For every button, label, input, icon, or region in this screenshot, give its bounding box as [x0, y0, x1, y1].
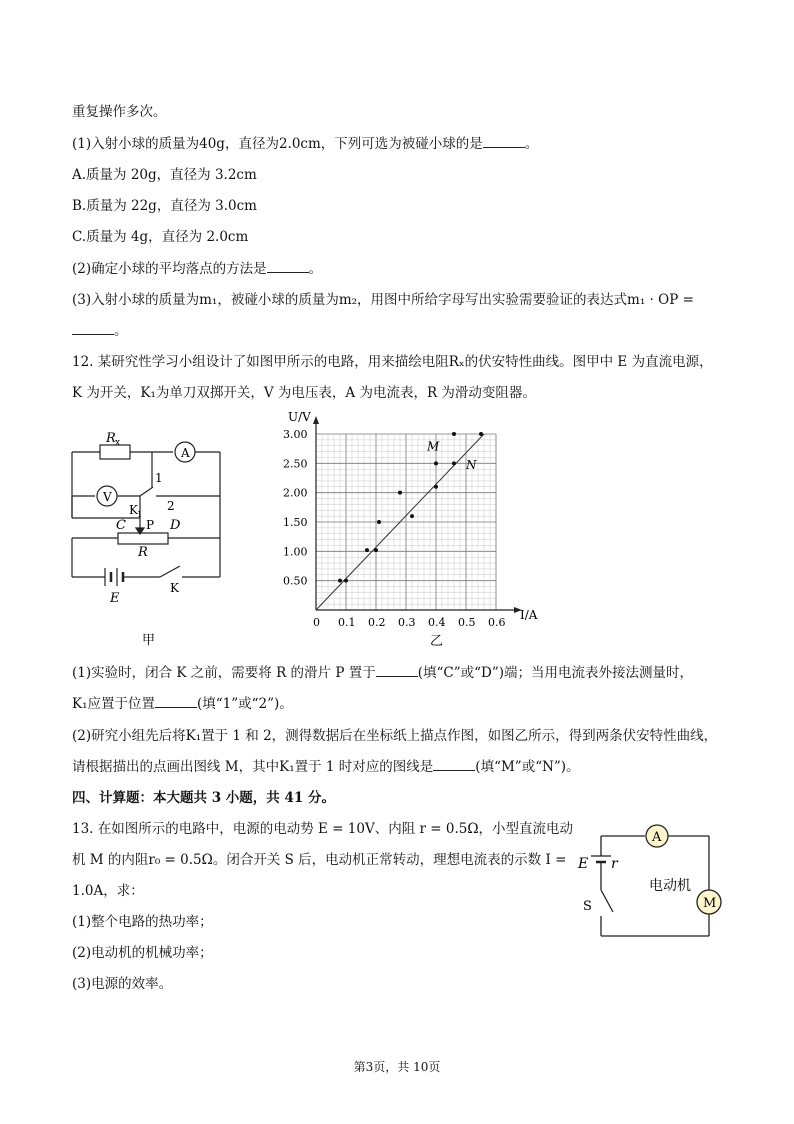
q13-stem-line3: 1.0A，求：: [72, 883, 144, 899]
label-rx-sub: x: [115, 438, 121, 448]
q12-stem-line1: 12. 某研究性学习小组设计了如图甲所示的电路，用来描绘电阻Rₓ的伏安特性曲线。图甲中 E 为直流电源，: [72, 354, 713, 370]
y-tick-label: 1.00: [283, 545, 308, 559]
label-ammeter-q13: A: [652, 830, 662, 845]
q13-sub2: (2)电动机的机械功率；: [72, 945, 213, 961]
q13-sub1: (1)整个电路的热功率；: [72, 914, 213, 930]
x-tick-label: 0.5: [458, 616, 476, 629]
label-m-q13: M: [703, 896, 717, 911]
rheostat: [118, 533, 168, 544]
x-tick-label: 0: [313, 616, 320, 629]
y-axis-label: U/V: [288, 410, 311, 424]
label-r: R: [138, 545, 148, 560]
data-point-n: [479, 432, 483, 436]
circuit-diagram-jia: [60, 430, 235, 655]
label-motor-q13: 电动机: [649, 878, 691, 894]
q11-option-c: C.质量为 4g，直径为 2.0cm: [72, 229, 249, 245]
data-point-m: [338, 579, 342, 583]
y-tick-label: 2.50: [283, 457, 308, 471]
q13-stem-line1: 13. 在如图所示的电路中，电源的电动势 E = 10V、内阻 r = 0.5Ω，小型直流电动: [72, 821, 574, 837]
data-point-n: [374, 548, 378, 552]
y-tick-label: 1.50: [283, 516, 308, 529]
q12-part2-line2: 请根据描出的点画出图线 M，其中K₁置于 1 时对应的图线是 (填“M”或“N”)。: [72, 759, 580, 775]
answer-blank: [267, 260, 309, 273]
x-tick-label: 0.4: [428, 616, 446, 629]
q11-option-a: A.质量为 20g，直径为 3.2cm: [72, 167, 257, 183]
q13-sub3: (3)电源的效率。: [72, 976, 173, 992]
data-point-m: [377, 520, 381, 524]
vi-chart-yi: [280, 405, 550, 655]
y-tick-label: 3.00: [283, 428, 308, 441]
q12-part2-line1: (2)研究小组先后将K₁置于 1 和 2，测得数据后在坐标纸上描点作图，如图乙所示，得到两条伏安特性曲线，: [72, 728, 718, 744]
data-point-n: [434, 485, 438, 489]
x-axis-label: I/A: [520, 608, 538, 622]
answer-blank: [376, 664, 418, 677]
label-pos1: 1: [155, 471, 163, 485]
y-tick-label: 2.00: [283, 486, 308, 500]
label-k: K: [170, 581, 179, 595]
data-point-n: [410, 514, 414, 518]
q11-intro: 重复操作多次。: [72, 104, 167, 120]
q11-part3-answer: 。: [72, 321, 128, 341]
x-tick-label: 0.3: [398, 616, 416, 629]
answer-blank: [155, 695, 197, 708]
chart-caption: 乙: [430, 634, 444, 649]
label-rx: R: [106, 431, 116, 446]
data-point-n: [452, 461, 456, 465]
label-k1: K: [129, 503, 138, 517]
data-point-m: [365, 548, 369, 552]
label-e: E: [110, 591, 120, 606]
q11-part3: (3)入射小球的质量为m₁，被碰小球的质量为m₂，用图中所给字母写出实验需要验证的表达式m₁ · OP =: [72, 292, 694, 308]
q12-stem-line2: K 为开关，K₁为单刀双掷开关，V 为电压表，A 为电流表，R 为滑动变阻器。: [72, 385, 536, 401]
y-axis-arrow: [313, 416, 319, 424]
section-heading: 四、计算题：本大题共 3 小题，共 41 分。: [72, 790, 335, 806]
data-point-m: [434, 461, 438, 465]
q11-part2: (2)确定小球的平均落点的方法是 。: [72, 261, 323, 277]
label-c: C: [116, 518, 126, 533]
answer-blank: [483, 135, 525, 148]
label-p: P: [146, 518, 155, 532]
x-tick-label: 0.6: [488, 616, 506, 629]
data-point-n: [344, 579, 348, 583]
q13-stem-line2: 机 M 的内阻r₀ = 0.5Ω。闭合开关 S 后，电动机正常转动，理想电流表的示数 I =: [72, 852, 567, 868]
x-tick-label: 0.2: [368, 616, 386, 629]
answer-blank: [433, 758, 475, 771]
series-label-n: N: [466, 458, 477, 473]
page-footer: 第3页，共 10页: [353, 1060, 441, 1074]
q11-part1: (1)入射小球的质量为40g，直径为2.0cm，下列可选为被碰小球的是 。: [72, 136, 539, 152]
label-d: D: [170, 518, 181, 533]
q12-part1-line2: K₁应置于位置 (填“1”或“2”)。: [72, 696, 293, 712]
x-tick-label: 0.1: [338, 616, 356, 629]
label-pos2: 2: [167, 499, 175, 513]
answer-blank: [72, 322, 114, 335]
label-k1-sub: 1: [137, 510, 143, 519]
label-ammeter: A: [181, 446, 190, 460]
label-voltmeter: V: [103, 490, 112, 504]
y-tick-label: 0.50: [283, 574, 308, 588]
label-s-q13: S: [583, 899, 592, 914]
q11-option-b: B.质量为 22g，直径为 3.0cm: [72, 198, 257, 214]
label-e-q13: E: [578, 856, 589, 872]
q12-part1-line1: (1)实验时，闭合 K 之前，需要将 R 的滑片 P 置于 (填“C”或“D”)端；当用电流表外接法测量时，: [72, 665, 694, 681]
caption-jia: 甲: [142, 633, 156, 648]
data-point-m: [452, 432, 456, 436]
label-r-q13: r: [611, 856, 618, 872]
circuit-diagram-q13: [575, 818, 725, 948]
data-point-m: [398, 491, 402, 495]
series-label-m: M: [427, 439, 440, 454]
